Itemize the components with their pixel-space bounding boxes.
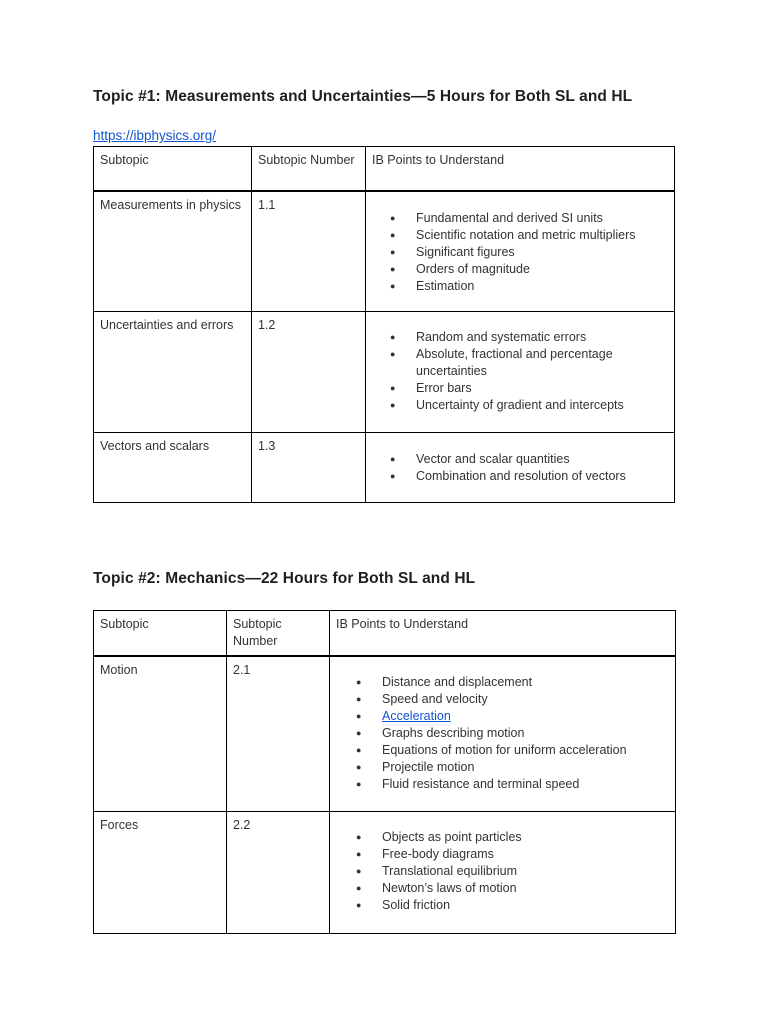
- points-list: [356, 829, 669, 914]
- table-row: [94, 811, 676, 933]
- list-item: ● Significant figures: [390, 244, 668, 261]
- topic2-table: [93, 610, 676, 934]
- subtopic-number-cell: 1.2: [252, 312, 366, 433]
- table-row: [94, 656, 676, 811]
- ib-points-cell: [366, 191, 675, 312]
- topic1-table: [93, 146, 675, 503]
- points-list: [390, 329, 668, 414]
- topic2-heading: Topic #2: Mechanics—22 Hours for Both SL and HL: [93, 570, 476, 587]
- topic1-heading: Topic #1: Measurements and Uncertainties—5 Hours for Both SL and HL: [93, 88, 633, 105]
- points-list: [390, 210, 668, 295]
- subtopic-number-cell: 1.3: [252, 433, 366, 503]
- list-item: ● Fundamental and derived SI units: [390, 210, 668, 227]
- ibphysics-link[interactable]: https://ibphysics.org/: [93, 128, 217, 143]
- header-subtopic: Subtopic: [94, 147, 252, 191]
- header-subtopic-number: Subtopic Number: [252, 147, 366, 191]
- list-item: ● Vector and scalar quantities: [390, 451, 668, 468]
- table-row: [94, 312, 675, 433]
- ib-points-cell: [366, 433, 675, 503]
- subtopic-cell: Motion: [94, 656, 227, 811]
- list-item: ● Distance and displacement: [356, 674, 669, 691]
- list-item: ● Speed and velocity: [356, 691, 669, 708]
- subtopic-cell: Vectors and scalars: [94, 433, 252, 503]
- subtopic-cell: Uncertainties and errors: [94, 312, 252, 433]
- list-item: ● Orders of magnitude: [390, 261, 668, 278]
- list-item: ● Absolute, fractional and percentage uncertainties: [390, 346, 668, 380]
- acceleration-link[interactable]: Acceleration: [382, 709, 451, 723]
- subtopic-cell: Measurements in physics: [94, 191, 252, 312]
- header-ib-points: IB Points to Understand: [330, 611, 676, 657]
- list-item: ● Fluid resistance and terminal speed: [356, 776, 669, 793]
- list-item: ● Translational equilibrium: [356, 863, 669, 880]
- list-item: ● Error bars: [390, 380, 668, 397]
- list-item: ● Estimation: [390, 278, 668, 295]
- ib-points-cell: [330, 656, 676, 811]
- ib-points-cell: [330, 811, 676, 933]
- subtopic-number-cell: 2.1: [227, 656, 330, 811]
- subtopic-number-cell: 2.2: [227, 811, 330, 933]
- ib-points-cell: [366, 312, 675, 433]
- list-item: ● Combination and resolution of vectors: [390, 468, 668, 485]
- table-row: [94, 433, 675, 503]
- list-item: ● Objects as point particles: [356, 829, 669, 846]
- points-list: [356, 674, 669, 793]
- list-item: [356, 708, 669, 725]
- list-item: ● Solid friction: [356, 897, 669, 914]
- list-item: ● Free-body diagrams: [356, 846, 669, 863]
- subtopic-number-cell: 1.1: [252, 191, 366, 312]
- list-item: ● Random and systematic errors: [390, 329, 668, 346]
- points-list: [390, 451, 668, 485]
- header-ib-points: IB Points to Understand: [366, 147, 675, 191]
- list-item: ● Uncertainty of gradient and intercepts: [390, 397, 668, 414]
- list-item: ● Projectile motion: [356, 759, 669, 776]
- list-item: ● Equations of motion for uniform acceleration: [356, 742, 669, 759]
- list-item: ● Newton’s laws of motion: [356, 880, 669, 897]
- subtopic-cell: Forces: [94, 811, 227, 933]
- table-row: [94, 191, 675, 312]
- header-subtopic-number: Subtopic Number: [227, 611, 330, 657]
- list-item: ● Scientific notation and metric multipliers: [390, 227, 668, 244]
- list-item: ● Graphs describing motion: [356, 725, 669, 742]
- header-subtopic: Subtopic: [94, 611, 227, 657]
